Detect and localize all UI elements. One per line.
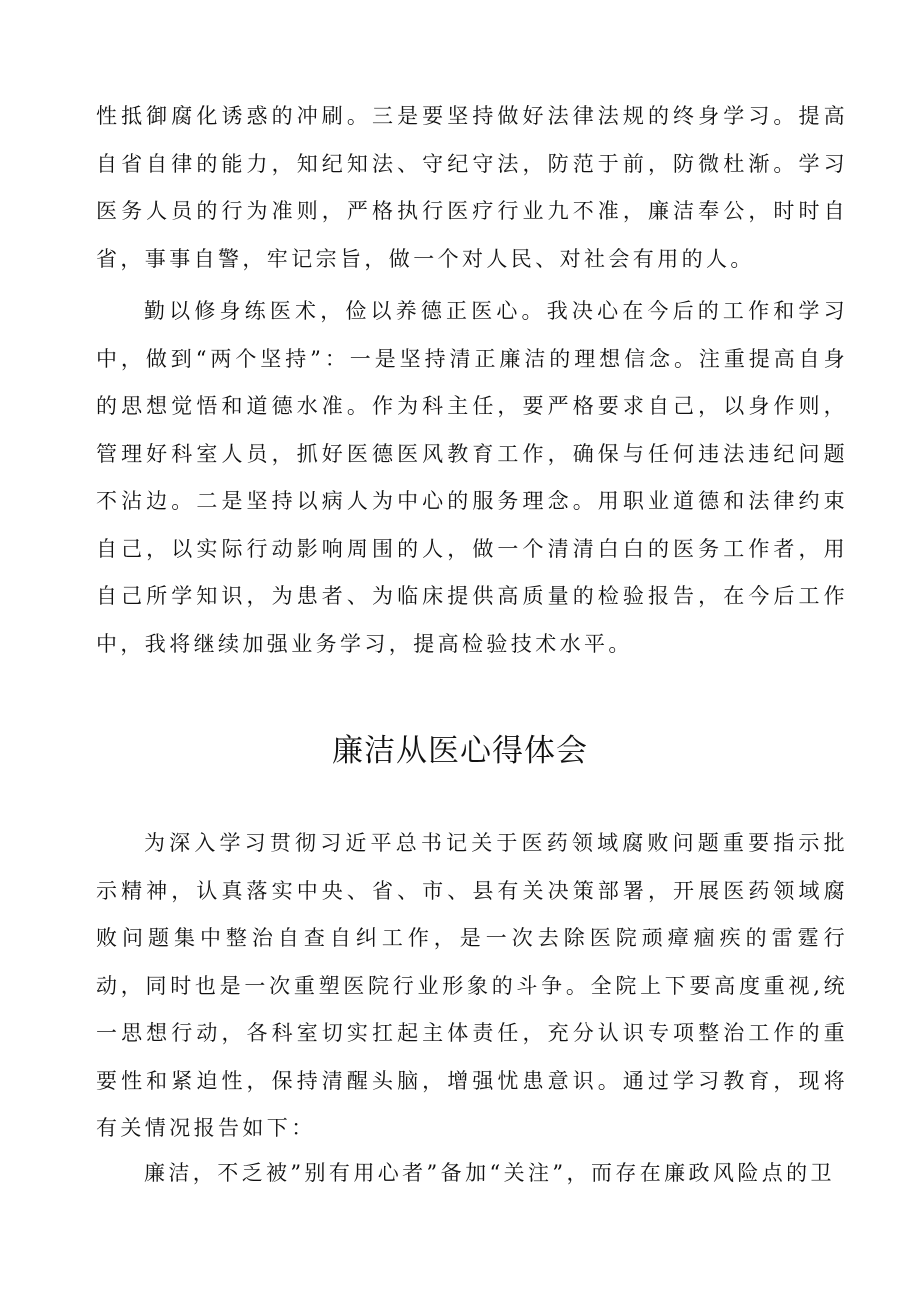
- paragraph-two-commitments: 勤以修身练医术，俭以养德正医心。我决心在今后的工作和学习中，做到“两个坚持”：一是坚持清正廉洁的理想信念。注重提高自身的思想觉悟和道德水准。作为科主任，要严格要求自己，以身作则，管理好科室人员，抓好医德医风教育工作，确保与任何违法违纪问题不沾边。二是坚持以病人为中心的服务理念。用职业道德和法律约束自己，以实际行动影响周围的人，做一个清清白白的医务工作者，用自己所学知识，为患者、为临床提供高质量的检验报告，在今后工作中，我将继续加强业务学习，提高检验技术水平。: [96, 299, 848, 656]
- continued-paragraph: 性抵御腐化诱惑的冲刷。三是要坚持做好法律法规的终身学习。提高自省自律的能力，知纪知法、守纪守法，防范于前，防微杜渐。学习医务人员的行为准则，严格执行医疗行业九不准，廉洁奉公，时时自省，事事自警，牢记宗旨，做一个对人民、对社会有用的人。: [96, 104, 848, 271]
- section-second-paragraph: 廉洁，不乏被”别有用心者”备加“关注”，而存在廉政风险点的卫: [144, 1161, 835, 1185]
- section-intro-paragraph: 为深入学习贯彻习近平总书记关于医药领域腐败问题重要指示批示精神，认真落实中央、省、市、县有关决策部署，开展医药领域腐败问题集中整治自查自纠工作，是一次去除医院顽瘴痼疾的雷霆行动，同时也是一次重塑医院行业形象的斗争。全院上下要高度重视,统一思想行动，各科室切实扛起主体责任，充分认识专项整治工作的重要性和紧迫性，保持清醒头脑，增强忧患意识。通过学习教育，现将有关情况报告如下：: [96, 831, 848, 1140]
- section-title: 廉洁从医心得体会: [332, 733, 588, 769]
